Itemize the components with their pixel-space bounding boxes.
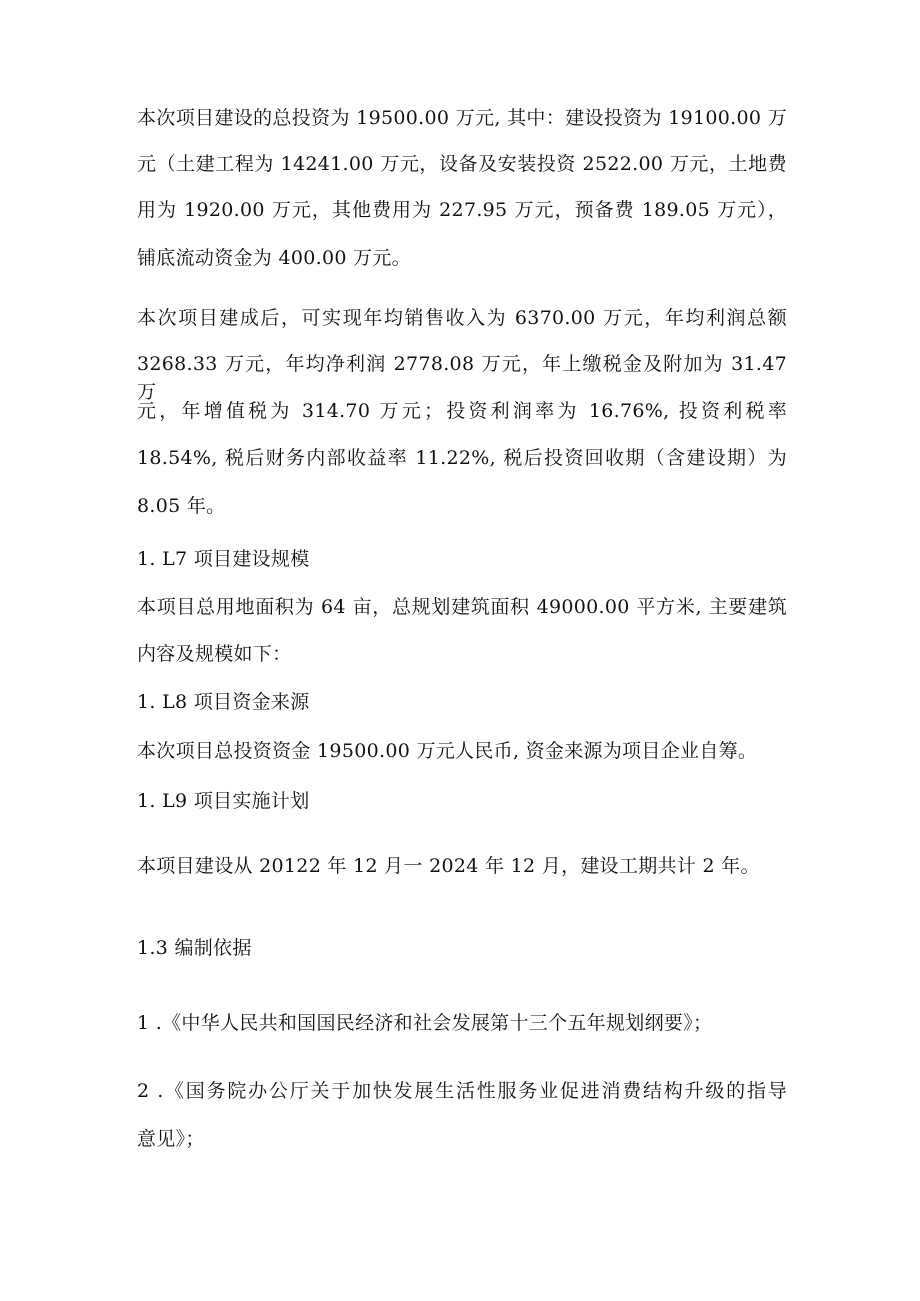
basis-item-2-line-1: 2 .《国务院办公厅关于加快发展生活性服务业促进消费结构升级的指导 — [137, 1080, 787, 1102]
returns-line-3: 元，年增值税为 314.70 万元；投资利润率为 16.76%, 投资利税率 — [137, 400, 787, 422]
investment-line-1: 本次项目建设的总投资为 19500.00 万元, 其中：建设投资为 19100.00 万 — [137, 107, 787, 129]
investment-line-3: 用为 1920.00 万元，其他费用为 227.95 万元，预备费 189.05 万元）， — [137, 199, 787, 221]
section-heading-funding: 1. L8 项目资金来源 — [137, 691, 310, 713]
returns-line-4: 18.54%, 税后财务内部收益率 11.22%, 税后投资回收期（含建设期）为 — [137, 447, 787, 469]
scale-line-2: 内容及规模如下： — [137, 643, 292, 665]
basis-item-2-line-2: 意见》； — [137, 1128, 205, 1150]
scale-line-1: 本项目总用地面积为 64 亩，总规划建筑面积 49000.00 平方米, 主要建筑 — [137, 596, 787, 618]
returns-line-1: 本次项目建成后，可实现年均销售收入为 6370.00 万元，年均利润总额 — [137, 307, 787, 329]
basis-item-1: 1 .《中华人民共和国国民经济和社会发展第十三个五年规划纲要》； — [137, 1012, 713, 1034]
plan-line: 本项目建设从 20122 年 12 月一 2024 年 12 月，建设工期共计 2 年。 — [137, 855, 760, 877]
investment-line-4: 铺底流动资金为 400.00 万元。 — [137, 247, 411, 269]
section-heading-basis: 1.3 编制依据 — [137, 937, 252, 959]
returns-line-2: 3268.33 万元，年均净利润 2778.08 万元，年上缴税金及附加为 31.47 万 — [137, 353, 787, 403]
section-heading-scale: 1. L7 项目建设规模 — [137, 548, 310, 570]
returns-line-5: 8.05 年。 — [137, 495, 226, 517]
investment-line-2: 元（土建工程为 14241.00 万元，设备及安装投资 2522.00 万元，土地费 — [137, 153, 787, 175]
funding-line: 本次项目总投资资金 19500.00 万元人民币, 资金来源为项目企业自筹。 — [137, 740, 758, 762]
section-heading-plan: 1. L9 项目实施计划 — [137, 790, 310, 812]
